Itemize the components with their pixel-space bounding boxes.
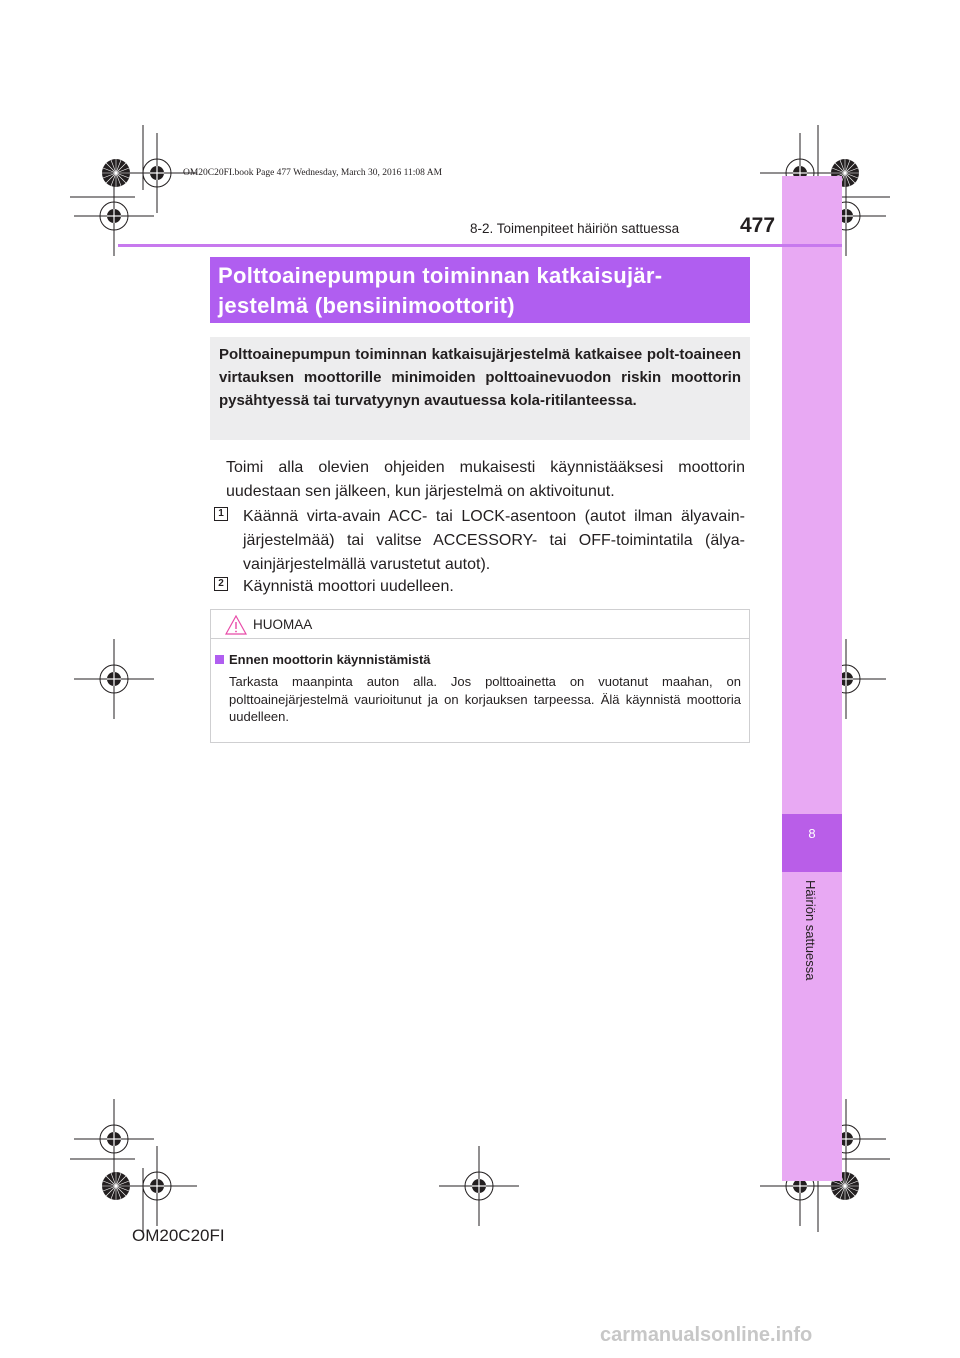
step-number-badge: 1: [214, 507, 228, 521]
section-title-line-1: Polttoainepumpun toiminnan katkaisujär-: [218, 263, 663, 288]
intro-text: Polttoainepumpun toiminnan katkaisujärjestelmä katkaisee polt-toaineen virtauksen moottorille minimoiden polttoainevuodon riskin moottorin pysähtyessä tai turvatyynyn avautuessa kola-ritilanteessa.: [219, 346, 741, 409]
chapter-number-box: [782, 814, 842, 872]
chapter-label: Häiriön sattuessa: [803, 880, 818, 981]
body-paragraph: Toimi alla olevien ohjeiden mukaisesti käynnistääksesi moottorin uudestaan sen jälkeen, kun järjestelmä on aktivoitunut.: [226, 459, 745, 500]
step-text: Käännä virta-avain ACC- tai LOCK-asentoon (autot ilman älyavain-järjestelmää) tai valitse ACCESSORY- tai OFF-toimintatila (älya-vainjärjestelmällä varustetut autot).: [243, 508, 745, 573]
sunburst-mark: [102, 159, 130, 187]
notice-body: Tarkasta maanpinta auton alla. Jos polttoainetta on vuotanut maahan, on polttoainejärjestelmä vaurioitunut ja on korjauksen tarpeessa. Älä käynnistä moottoria uudelleen.: [229, 674, 741, 724]
chapter-number: 8: [808, 826, 816, 841]
crosshair-mark: [74, 1099, 154, 1179]
watermark: carmanualsonline.info: [600, 1324, 813, 1346]
notice-heading: Ennen moottorin käynnistämistä: [229, 652, 431, 667]
intro-box: [210, 337, 750, 440]
warning-triangle-icon: [225, 615, 247, 635]
crosshair-mark: [74, 639, 154, 719]
section-reference: 8-2. Toimenpiteet häiriön sattuessa: [470, 221, 680, 236]
section-title-line-2: jestelmä (bensiinimoottorit): [218, 293, 515, 318]
notice-label: HUOMAA: [253, 617, 313, 632]
crosshair-mark: [439, 1146, 519, 1226]
notice-divider: [211, 638, 749, 639]
header-rule: [118, 244, 842, 247]
page-number: 477: [740, 214, 776, 237]
step-text: Käynnistä moottori uudelleen.: [243, 578, 454, 595]
chapter-side-tab: [782, 176, 842, 1181]
section-title-box: [210, 257, 750, 323]
footer-manual-code: OM20C20FI: [132, 1226, 225, 1245]
square-bullet-icon: [215, 655, 224, 664]
sunburst-mark: [102, 1172, 130, 1200]
step-number-badge: 2: [214, 577, 228, 591]
book-info-line: OM20C20FI.book Page 477 Wednesday, March 30, 2016 11:08 AM: [183, 168, 443, 178]
